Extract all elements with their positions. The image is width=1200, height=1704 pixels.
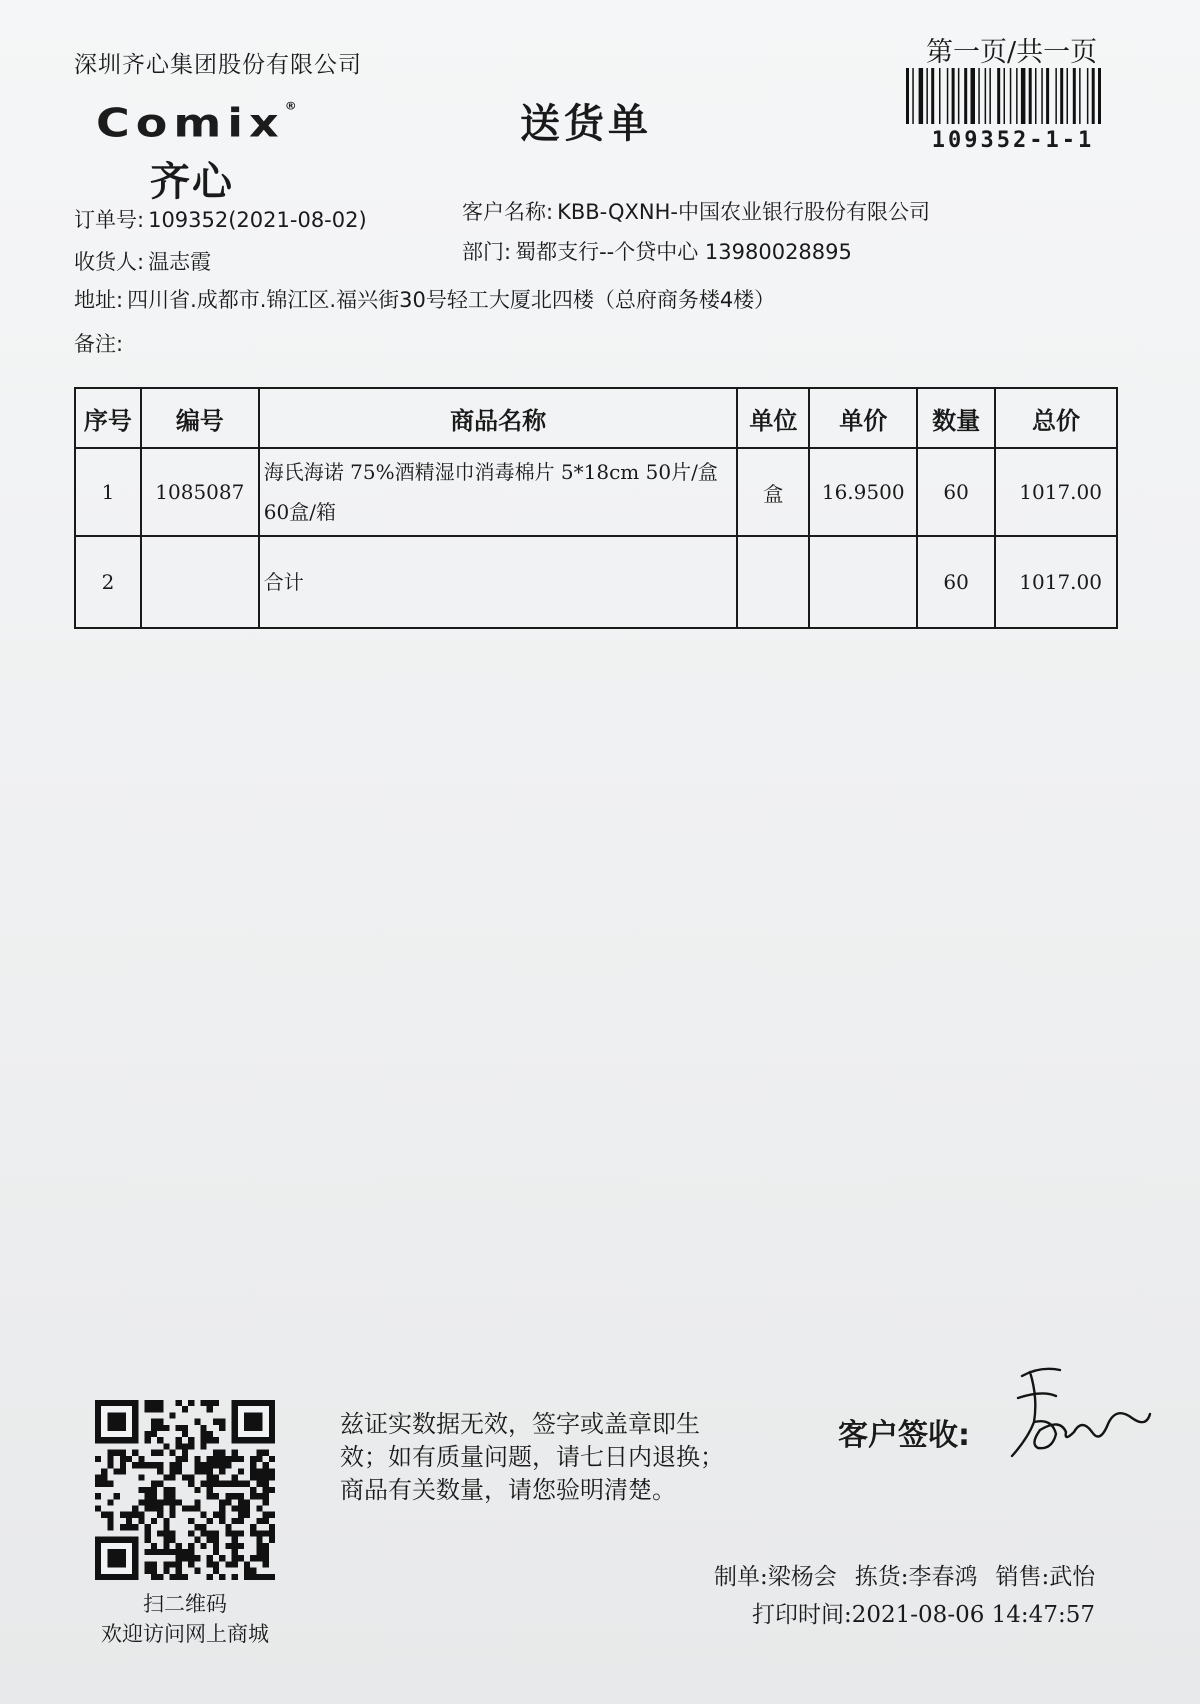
- barcode-number: 109352-1-1: [931, 128, 1095, 153]
- cell-quantity: 60: [917, 536, 995, 628]
- cell-unit: [737, 536, 809, 628]
- cell-unit: 盒: [737, 448, 809, 536]
- department-value: 蜀都支行--个贷中心 13980028895: [515, 240, 852, 264]
- staff-line: [714, 1558, 1113, 1591]
- logo-word: Comix: [96, 100, 285, 146]
- cell-total: 1017.00: [995, 536, 1117, 628]
- cell-quantity: 60: [917, 448, 995, 536]
- column-header-seq: 序号: [75, 388, 141, 448]
- page-number: 第一页/共一页: [926, 37, 1098, 68]
- barcode-icon: [906, 68, 1120, 124]
- sales: 销售:武怡: [995, 1564, 1096, 1590]
- customer-name-field: [462, 196, 930, 226]
- column-header-quantity: 数量: [917, 388, 995, 448]
- receiver-field: [74, 246, 211, 276]
- customer-signature-label: 客户签收:: [838, 1418, 970, 1453]
- remark-label: 备注:: [74, 332, 124, 356]
- order-number-field: [74, 204, 367, 234]
- cell-product-name: 海氏海诺 75%酒精湿巾消毒棉片 5*18cm 50片/盒 60盒/箱: [259, 448, 738, 536]
- column-header-code: 编号: [141, 388, 259, 448]
- receiver-value: 温志霞: [148, 250, 212, 274]
- address-value: 四川省.成都市.锦江区.福兴街30号轻工大厦北四楼（总府商务楼4楼）: [127, 288, 776, 312]
- handwritten-signature: [1000, 1358, 1160, 1468]
- qr-caption-mall: 欢迎访问网上商城: [101, 1622, 269, 1646]
- department-field: [462, 236, 852, 266]
- order-number-label: 订单号:: [74, 208, 145, 232]
- table-row: [75, 536, 1117, 628]
- table-row: [75, 448, 1117, 536]
- qr-caption-scan: 扫二维码: [143, 1592, 227, 1616]
- cell-total: 1017.00: [995, 448, 1117, 536]
- receiver-label: 收货人:: [74, 250, 145, 274]
- cell-seq: 2: [75, 536, 141, 628]
- column-header-product-name: 商品名称: [259, 388, 738, 448]
- maker: 制单:梁杨会: [714, 1564, 837, 1590]
- print-time: 打印时间:2021-08-06 14:47:57: [752, 1602, 1095, 1628]
- address-field: [74, 284, 775, 314]
- cell-code: [141, 536, 259, 628]
- comix-logo-chinese: 齐心: [150, 159, 234, 205]
- cell-code: 1085087: [141, 448, 259, 536]
- cell-unit-price: 16.9500: [809, 448, 917, 536]
- column-header-unit: 单位: [737, 388, 809, 448]
- customer-name-label: 客户名称:: [462, 200, 554, 224]
- goods-table: [74, 387, 1118, 629]
- registered-mark-icon: ®: [284, 100, 297, 112]
- remark-field: [74, 328, 127, 358]
- document-title: 送货单: [520, 101, 652, 147]
- comix-logo-text: [96, 100, 297, 146]
- table-header-row: [75, 388, 1117, 448]
- cell-product-name: 合计: [259, 536, 738, 628]
- picker: 拣货:李春鸿: [854, 1564, 978, 1590]
- company-name: 深圳齐心集团股份有限公司: [74, 52, 362, 78]
- qr-code-icon: [95, 1400, 275, 1580]
- column-header-total: 总价: [995, 388, 1117, 448]
- address-label: 地址:: [74, 288, 124, 312]
- department-label: 部门:: [462, 240, 512, 264]
- notice-text: 兹证实数据无效，签字或盖章即生效；如有质量问题，请七日内退换；商品有关数量，请您验明清楚。: [340, 1410, 724, 1504]
- customer-name-value: KBB-QXNH-中国农业银行股份有限公司: [557, 200, 931, 224]
- cell-unit-price: [809, 536, 917, 628]
- cell-seq: 1: [75, 448, 141, 536]
- column-header-unit-price: 单价: [809, 388, 917, 448]
- order-number-value: 109352(2021-08-02): [148, 208, 367, 232]
